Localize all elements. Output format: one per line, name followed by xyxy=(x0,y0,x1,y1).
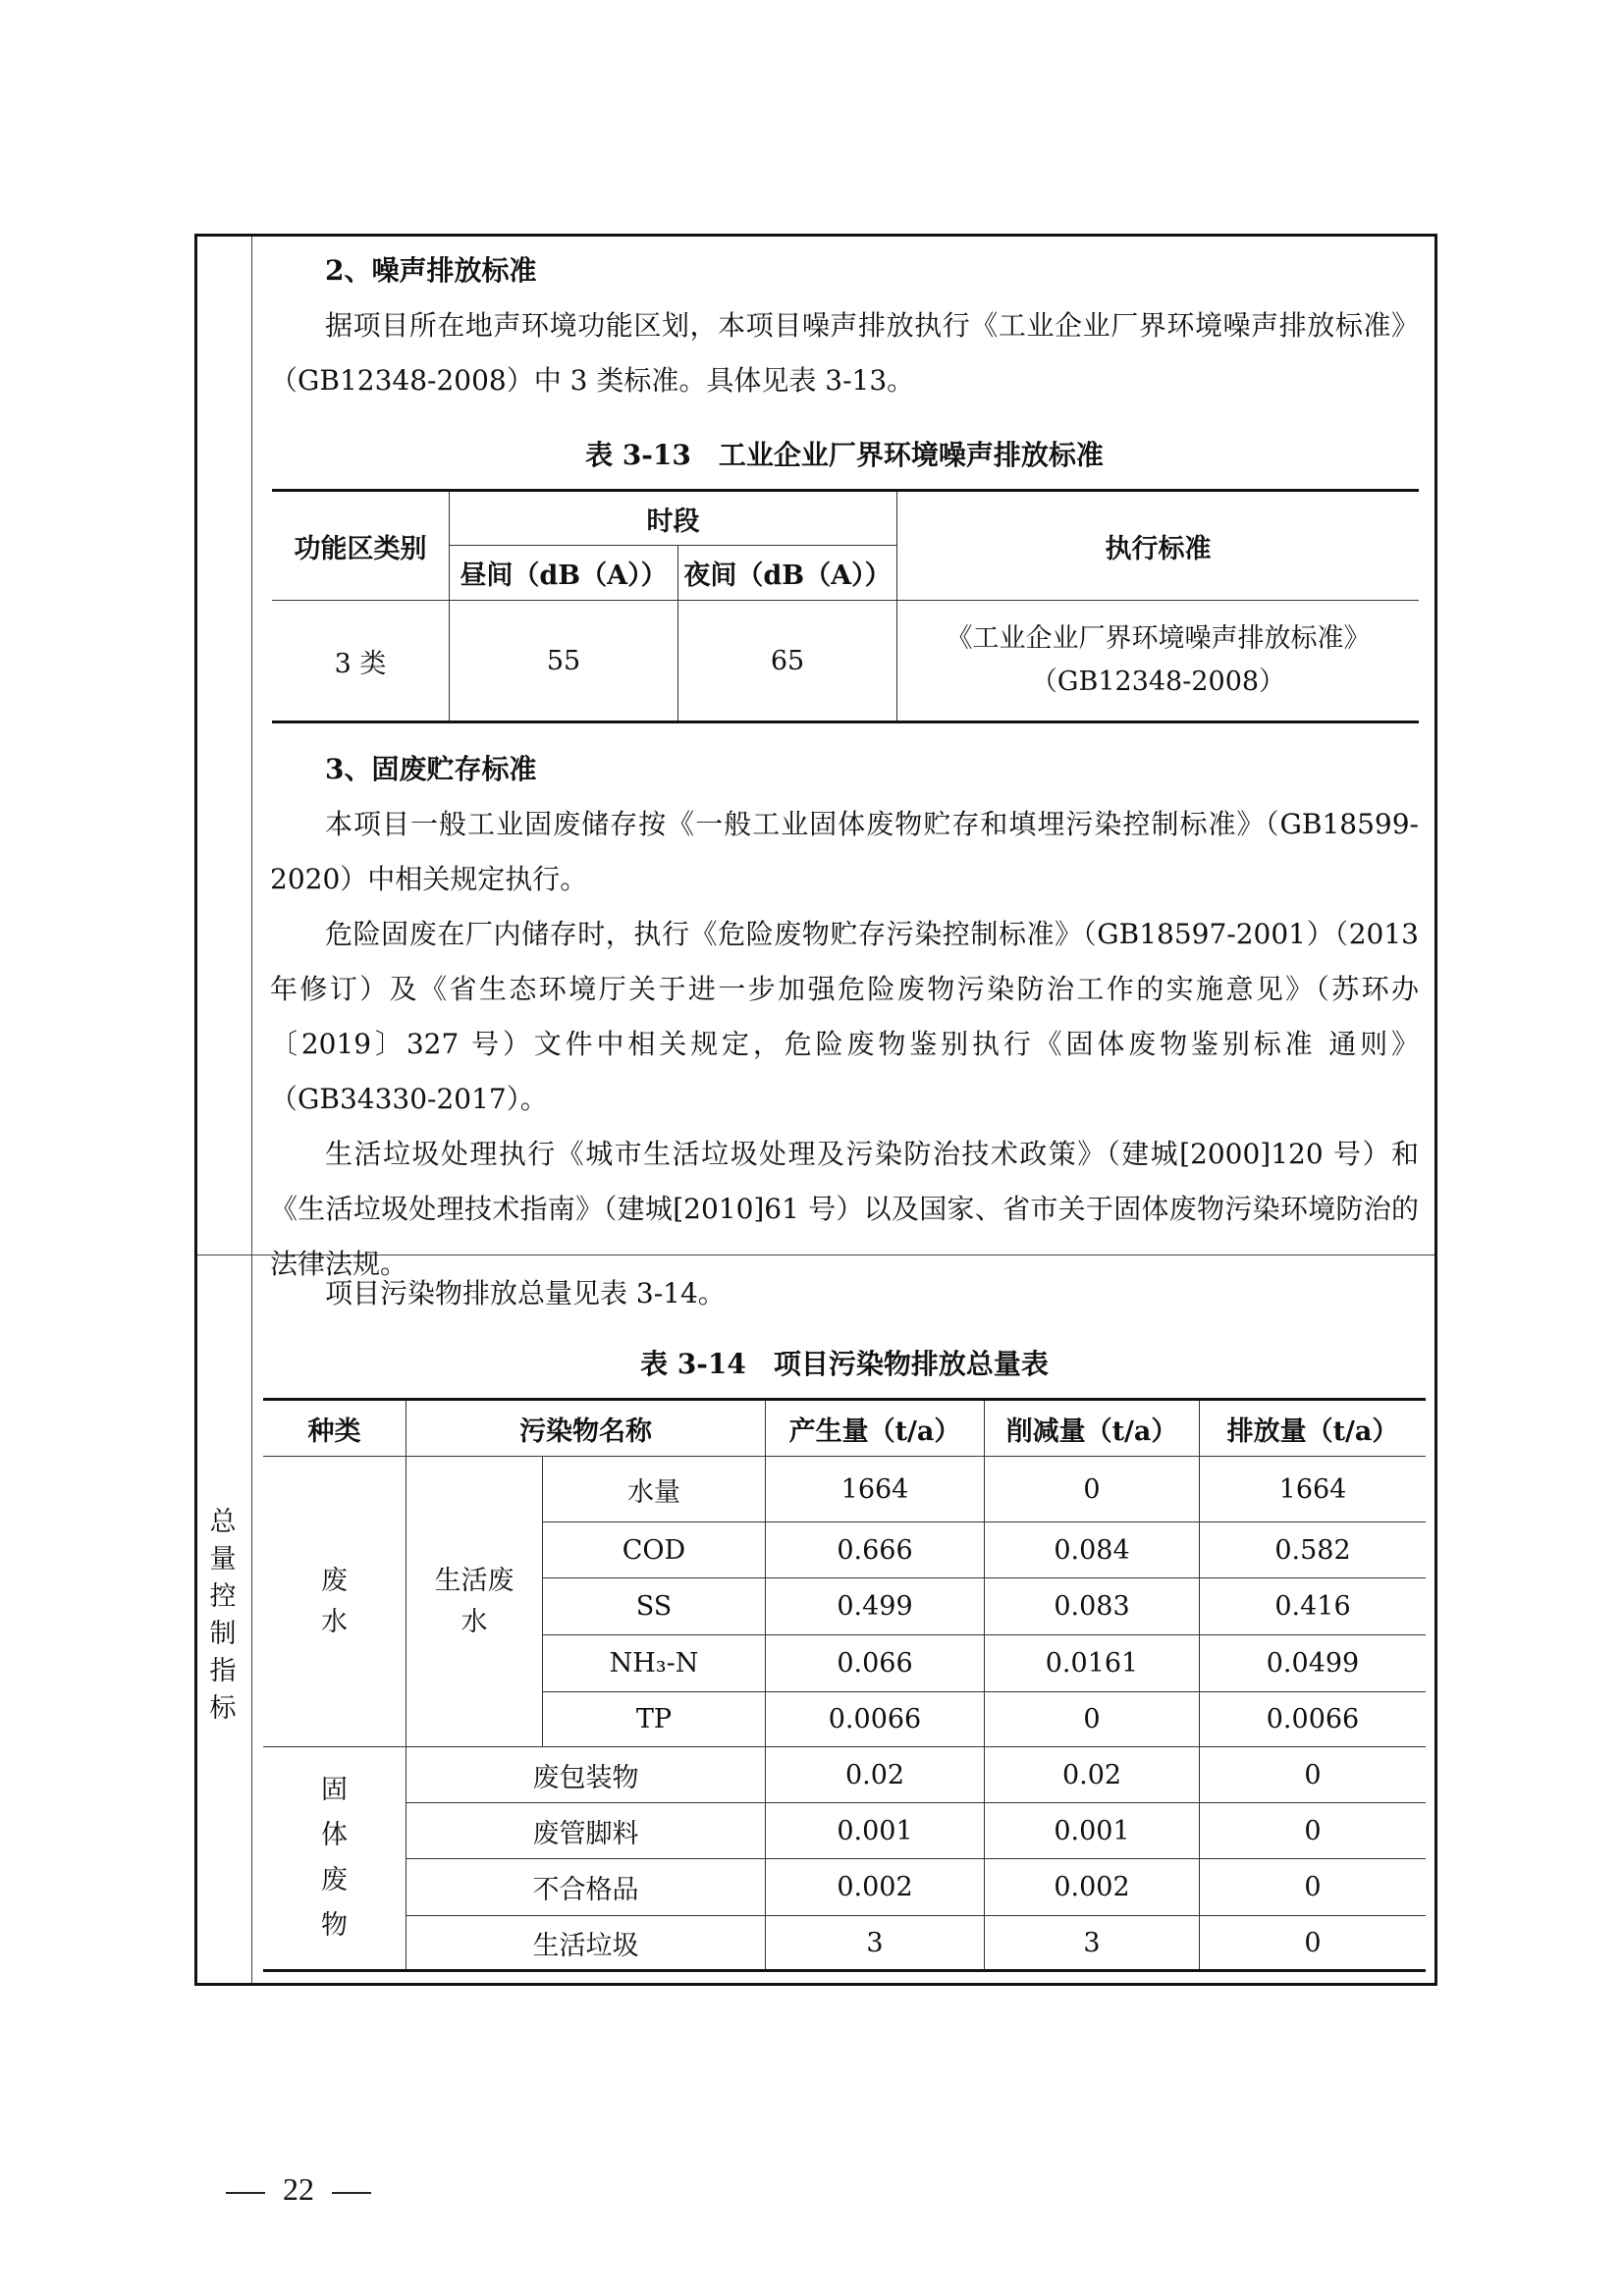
table-header: 时段 xyxy=(450,491,897,546)
table-cell: 0.001 xyxy=(766,1803,985,1859)
table-row xyxy=(263,1916,1426,1971)
table-cell: 不合格品 xyxy=(406,1859,766,1916)
page-footer xyxy=(208,2171,389,2208)
section-paragraph: 生活垃圾处理执行《城市生活垃圾处理及污染防治技术政策》（建城[2000]120 号）和《生活垃圾处理技术指南》（建城[2010]61 号）以及国家、省市关于固体废物污染环境防治的法律法规。 xyxy=(270,1138,1419,1280)
table-cell: 0 xyxy=(985,1692,1200,1747)
table-cell: 0 xyxy=(985,1457,1200,1522)
category-char: 废 xyxy=(321,1865,348,1896)
table-header: 污染物名称 xyxy=(406,1400,766,1457)
side-label-char: 标 xyxy=(209,1693,237,1724)
table-cell: 1664 xyxy=(766,1457,985,1522)
table-cell: 65 xyxy=(678,601,897,722)
table-cell: 0.002 xyxy=(985,1859,1200,1916)
table-cell: 0.02 xyxy=(985,1747,1200,1803)
table-header: 功能区类别 xyxy=(272,491,450,601)
source-line: 生活废 xyxy=(434,1565,514,1596)
section-heading: 2、噪声排放标准 xyxy=(325,254,537,287)
table-header: 排放量（t/a） xyxy=(1200,1400,1427,1457)
table-caption: 表 3-13 工业企业厂界环境噪声排放标准 xyxy=(585,439,1104,471)
table-cell: 3 xyxy=(766,1916,985,1971)
frame-divider-vertical xyxy=(251,237,252,1983)
table-cell: 55 xyxy=(450,601,678,722)
table-3-14-caption-wrap xyxy=(270,1337,1419,1392)
solid-waste-section xyxy=(270,742,1419,1292)
side-label-char: 制 xyxy=(209,1619,237,1649)
table-header: 夜间（dB（A）） xyxy=(678,546,897,601)
table-cell: 0.083 xyxy=(985,1578,1200,1635)
side-label-char: 控 xyxy=(209,1581,237,1612)
table-cell: 生活垃圾 xyxy=(406,1916,766,1971)
noise-section xyxy=(270,243,1419,408)
section-paragraph: 据项目所在地声环境功能区划，本项目噪声排放执行《工业企业厂界环境噪声排放标准》（GB12348-2008）中 3 类标准。具体见表 3-13。 xyxy=(270,309,1419,397)
category-cell xyxy=(263,1457,406,1747)
footer-dash-right xyxy=(332,2192,371,2194)
table-cell: COD xyxy=(543,1522,766,1578)
category-char: 体 xyxy=(321,1820,348,1850)
table-cell: 0.002 xyxy=(766,1859,985,1916)
table-cell: 0.066 xyxy=(766,1635,985,1692)
table-cell: SS xyxy=(543,1578,766,1635)
category-char: 水 xyxy=(321,1606,348,1637)
table-3-13-caption-wrap xyxy=(270,428,1419,483)
table-cell: 0.0066 xyxy=(1200,1692,1427,1747)
standard-line: （GB12348-2008） xyxy=(1030,667,1286,697)
table-cell: 1664 xyxy=(1200,1457,1427,1522)
table-row xyxy=(263,1457,1426,1522)
table-cell: 0.582 xyxy=(1200,1522,1427,1578)
table-cell: 废管脚料 xyxy=(406,1803,766,1859)
category-char: 物 xyxy=(321,1910,348,1941)
footer-dash-left xyxy=(226,2192,265,2194)
table-cell: NH₃-N xyxy=(543,1635,766,1692)
total-control-side-label xyxy=(194,1504,251,1728)
table-cell: 水量 xyxy=(543,1457,766,1522)
table-cell: 3 xyxy=(985,1916,1200,1971)
page-number: 22 xyxy=(283,2171,314,2207)
table-header: 昼间（dB（A）） xyxy=(450,546,678,601)
table-row xyxy=(263,1859,1426,1916)
table-header: 种类 xyxy=(263,1400,406,1457)
table-row xyxy=(263,1747,1426,1803)
section-paragraph: 项目污染物排放总量见表 3-14。 xyxy=(325,1277,726,1309)
table-cell: 0 xyxy=(1200,1803,1427,1859)
table-header: 执行标准 xyxy=(897,491,1420,601)
table-cell: 0.001 xyxy=(985,1803,1200,1859)
section-paragraph: 本项目一般工业固废储存按《一般工业固体废物贮存和填埋污染控制标准》（GB18599-2020）中相关规定执行。 xyxy=(270,808,1419,895)
category-cell xyxy=(263,1747,406,1971)
table-cell: 0 xyxy=(1200,1747,1427,1803)
table-header: 削减量（t/a） xyxy=(985,1400,1200,1457)
table-cell: TP xyxy=(543,1692,766,1747)
table-row xyxy=(263,1803,1426,1859)
table-cell: 0.0161 xyxy=(985,1635,1200,1692)
table-cell: 0.666 xyxy=(766,1522,985,1578)
table-cell: 0.499 xyxy=(766,1578,985,1635)
table-cell: 0 xyxy=(1200,1859,1427,1916)
table-cell: 0.416 xyxy=(1200,1578,1427,1635)
table-cell xyxy=(897,601,1420,722)
side-label-char: 指 xyxy=(209,1656,237,1686)
table-header: 产生量（t/a） xyxy=(766,1400,985,1457)
category-char: 固 xyxy=(321,1775,348,1805)
table-cell: 0.0066 xyxy=(766,1692,985,1747)
source-line: 水 xyxy=(460,1606,488,1637)
category-char: 废 xyxy=(321,1565,348,1596)
source-cell xyxy=(406,1457,543,1747)
standard-line: 《工业企业厂界环境噪声排放标准》 xyxy=(946,623,1371,654)
side-label-char: 总 xyxy=(209,1507,237,1537)
total-section xyxy=(270,1266,1419,1321)
table-cell: 0.0499 xyxy=(1200,1635,1427,1692)
table-cell: 废包装物 xyxy=(406,1747,766,1803)
table-cell: 3 类 xyxy=(272,601,450,722)
noise-standard-table xyxy=(272,489,1419,723)
table-caption: 表 3-14 项目污染物排放总量表 xyxy=(640,1348,1049,1380)
table-cell: 0 xyxy=(1200,1916,1427,1971)
table-cell: 0.02 xyxy=(766,1747,985,1803)
table-row xyxy=(272,601,1419,722)
table-cell: 0.084 xyxy=(985,1522,1200,1578)
pollutant-total-table xyxy=(263,1398,1426,1972)
section-heading: 3、固废贮存标准 xyxy=(325,753,537,785)
side-label-char: 量 xyxy=(209,1544,237,1575)
section-paragraph: 危险固废在厂内储存时，执行《危险废物贮存污染控制标准》（GB18597-2001）（2013年修订）及《省生态环境厅关于进一步加强危险废物污染防治工作的实施意见》（苏环办〔2019〕327 号）文件中相关规定，危险废物鉴别执行《固体废物鉴别标准 通则》（GB34330-2017）。 xyxy=(270,918,1419,1115)
